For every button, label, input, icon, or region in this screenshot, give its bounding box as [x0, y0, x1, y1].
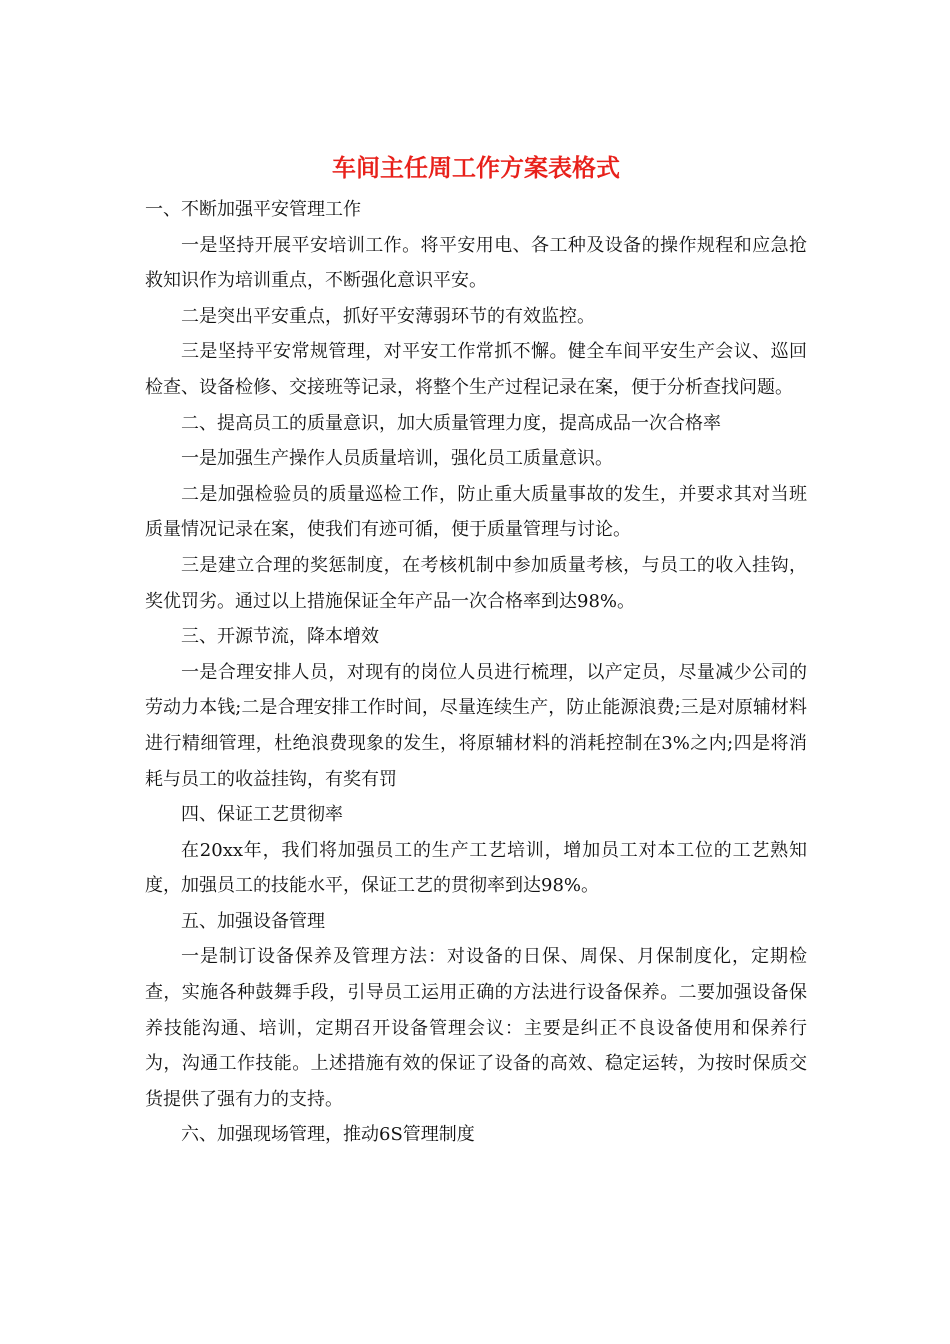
paragraph-cost-reduction: 一是合理安排人员，对现有的岗位人员进行梳理，以产定员，尽量减少公司的劳动力本钱;二是合理安排工作时间，尽量连续生产，防止能源浪费;三是对原辅材料进行精细管理，杜绝浪费现象的发生，将原辅材料的消耗控制在3%之内;四是将消耗与员工的收益挂钩，有奖有罚 — [145, 661, 807, 790]
paragraph-equipment-management: 一是制订设备保养及管理方法：对设备的日保、周保、月保制度化，定期检查，实施各种鼓舞手段，引导员工运用正确的方法进行设备保养。二要加强设备保养技能沟通、培训，定期召开设备管理会议：主要是纠正不良设备使用和保养行为，沟通工作技能。上述措施有效的保证了设备的高效、稳定运转，为按时保质交货提供了强有力的支持。 — [145, 946, 807, 1110]
section-heading-3: 三、开源节流，降本增效 — [181, 626, 379, 648]
section-heading-2: 二、提高员工的质量意识，加大质量管理力度，提高成品一次合格率 — [181, 412, 721, 434]
paragraph-safety-focus: 二是突出平安重点，抓好平安薄弱环节的有效监控。 — [181, 305, 595, 327]
paragraph-quality-incentives: 三是建立合理的奖惩制度，在考核机制中参加质量考核，与员工的收入挂钩，奖优罚劣。通过以上措施保证全年产品一次合格率到达98%。 — [145, 554, 807, 612]
section-heading-6: 六、加强现场管理，推动6S管理制度 — [181, 1124, 475, 1146]
paragraph-quality-training: 一是加强生产操作人员质量培训，强化员工质量意识。 — [181, 448, 613, 470]
document-page — [145, 148, 807, 1153]
paragraph-safety-training: 一是坚持开展平安培训工作。将平安用电、各工种及设备的操作规程和应急抢救知识作为培训重点，不断强化意识平安。 — [145, 234, 807, 292]
document-title: 车间主任周工作方案表格式 — [332, 153, 620, 182]
section-heading-4: 四、保证工艺贯彻率 — [181, 804, 343, 826]
section-heading-5: 五、加强设备管理 — [181, 910, 325, 932]
paragraph-quality-inspection: 二是加强检验员的质量巡检工作，防止重大质量事故的发生，并要求其对当班质量情况记录在案，使我们有迹可循，便于质量管理与讨论。 — [145, 483, 807, 541]
paragraph-process-training: 在20xx年，我们将加强员工的生产工艺培训，增加员工对本工位的工艺熟知度，加强员工的技能水平，保证工艺的贯彻率到达98%。 — [145, 839, 807, 897]
section-heading-1: 一、不断加强平安管理工作 — [145, 199, 361, 220]
paragraph-safety-routine: 三是坚持平安常规管理，对平安工作常抓不懈。健全车间平安生产会议、巡回检查、设备检修、交接班等记录，将整个生产过程记录在案，便于分析查找问题。 — [145, 341, 807, 398]
